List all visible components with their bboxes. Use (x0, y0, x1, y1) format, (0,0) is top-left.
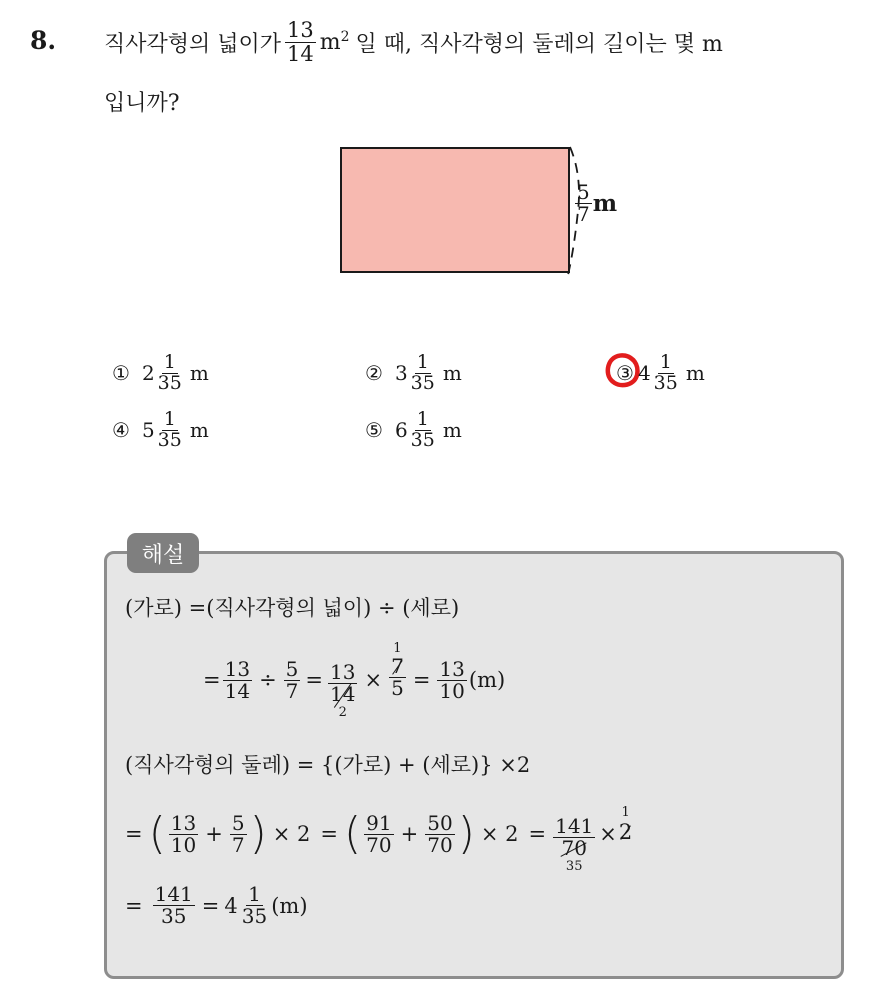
option-3-mark: ③ (616, 361, 634, 386)
option-4-mark: ④ (112, 418, 130, 443)
sol2-c-den-reduced: 2 (338, 705, 347, 720)
sol2-d-num-reduced: 1 (393, 641, 402, 656)
option-3-fraction (652, 353, 680, 394)
sol4-r-den-reduced: 35 (565, 859, 583, 874)
option-2-denominator: 35 (410, 371, 435, 394)
sol2-r-den: 10 (439, 678, 465, 703)
solution-line-4 (125, 794, 632, 874)
option-2[interactable] (365, 353, 462, 394)
sol4-d-num: 50 (427, 810, 453, 835)
sol4-open-paren-2: ( (344, 808, 362, 859)
question-text-line2: 입니까? (104, 91, 180, 116)
sol5-frac-a (153, 884, 195, 927)
sol5-b-num: 1 (248, 882, 261, 906)
option-5-fraction (409, 410, 437, 451)
option-5-unit: m (442, 418, 462, 443)
sol2-equals-3: = (412, 668, 431, 692)
option-3-unit: m (685, 361, 705, 386)
option-5-whole: 6 (394, 418, 408, 443)
area-unit-exponent: 2 (340, 29, 350, 45)
option-4-denominator: 35 (157, 428, 182, 451)
sol4-two-reduced: 1 (621, 804, 630, 820)
sol4-times-two-2: × 2 (480, 822, 519, 846)
question-text-before: 직사각형의 넓이가 (104, 31, 282, 57)
sol4-frac-r-group (551, 816, 597, 874)
option-5[interactable] (365, 410, 462, 451)
option-1-denominator: 35 (157, 371, 182, 394)
sol4-equals-2: = (320, 822, 338, 846)
sol4-plus: + (205, 822, 223, 846)
area-unit: $m^2$ (319, 29, 350, 55)
sol4-two-group (619, 805, 632, 844)
sol5-unit: (m) (271, 893, 308, 918)
sol4-b-num: 5 (231, 810, 245, 835)
sol2-equals: = (203, 668, 221, 692)
solution-line-3: (직사각형의 둘레) = {(가로) + (세로)} ×2 (125, 753, 531, 777)
sol4-times-3: × (599, 822, 617, 846)
option-5-numerator: 1 (416, 408, 429, 430)
question-text-after: 일 때, 직사각형의 둘레의 길이는 몇 m (355, 31, 723, 57)
option-3-denominator: 35 (653, 371, 678, 394)
sol4-r-den-cancelled: 70 (561, 836, 587, 860)
sol2-b-num: 5 (285, 656, 299, 681)
sol2-times: × (364, 668, 383, 692)
sol2-frac-d-group (387, 641, 408, 699)
sol4-open-paren: ( (148, 808, 166, 859)
sol2-frac-c-group (326, 662, 359, 720)
sol4-frac-b (230, 810, 247, 857)
sol4-plus-2: + (400, 822, 419, 846)
sol4-close-paren-2: ) (457, 808, 475, 859)
area-fraction (285, 19, 316, 64)
sol2-frac-result (437, 656, 466, 703)
sol2-c-num: 13 (330, 660, 356, 684)
sol4-frac-c (364, 810, 393, 857)
area-denominator: 14 (287, 41, 314, 66)
option-1-numerator: 1 (163, 351, 176, 373)
option-1-unit: m (189, 361, 209, 386)
sol2-a-den: 14 (224, 678, 251, 703)
sol4-frac-d (425, 810, 454, 857)
solution-line-2 (203, 640, 505, 720)
sol5-equals-2: = (201, 893, 220, 918)
sol5-a-num: 141 (154, 882, 193, 906)
solution-line-1: (가로) =(직사각형의 넓이) ÷ (세로) (125, 596, 460, 620)
sol5-whole: 4 (224, 893, 238, 918)
option-1-fraction (156, 353, 184, 394)
sol2-frac-a (223, 656, 252, 703)
sol4-two-cancelled: 2 (618, 819, 633, 844)
rectangle-figure (340, 147, 570, 273)
option-2-whole: 3 (394, 361, 408, 386)
sol2-a-num: 13 (224, 656, 251, 681)
sol2-unit: (m) (468, 668, 506, 692)
option-4-numerator: 1 (163, 408, 176, 430)
sol4-times-two: × 2 (272, 822, 311, 846)
sol2-c-den-cancelled: 14 (330, 682, 356, 706)
sol2-frac-d (389, 656, 406, 699)
option-3-numerator: 1 (659, 351, 672, 373)
sol4-frac-a (169, 810, 198, 857)
sol5-b-den: 35 (241, 904, 268, 928)
side-length-label (575, 182, 617, 225)
option-2-numerator: 1 (416, 351, 429, 373)
sol4-a-den: 10 (170, 832, 197, 857)
option-4[interactable] (112, 410, 209, 451)
option-3[interactable] (616, 353, 705, 394)
option-2-fraction (409, 353, 437, 394)
sol4-equals: = (125, 822, 143, 846)
sol2-b-den: 7 (285, 678, 299, 703)
sol4-r-num: 141 (555, 814, 594, 838)
sol4-b-den: 7 (231, 832, 245, 857)
option-2-unit: m (442, 361, 462, 386)
option-1-whole: 2 (141, 361, 155, 386)
sol4-frac-result (553, 816, 595, 859)
solution-line-5 (125, 884, 308, 927)
question-number: 8. (30, 26, 57, 55)
sol5-a-den: 35 (160, 904, 187, 928)
sol2-d-den: 5 (391, 676, 404, 700)
sol2-r-num: 13 (439, 656, 465, 681)
sol4-c-num: 91 (366, 810, 392, 835)
side-length-numerator: 5 (577, 180, 590, 204)
sol4-a-num: 13 (170, 810, 197, 835)
sol4-d-den: 70 (427, 832, 453, 857)
option-5-mark: ⑤ (365, 418, 383, 443)
option-3-whole: 4 (637, 361, 651, 386)
sol4-c-den: 70 (366, 832, 392, 857)
option-4-unit: m (189, 418, 209, 443)
sol2-frac-c (328, 662, 357, 705)
option-1[interactable] (112, 353, 209, 394)
option-1-mark: ① (112, 361, 130, 386)
sol2-divide: ÷ (259, 668, 277, 692)
option-4-whole: 5 (141, 418, 155, 443)
sol5-frac-b (240, 884, 269, 927)
sol5-equals: = (125, 893, 143, 918)
sol2-equals-2: = (305, 668, 324, 692)
sol4-close-paren: ) (249, 808, 267, 859)
question-text-line1 (104, 10, 723, 74)
side-length-denominator: 7 (577, 202, 590, 226)
sol2-frac-b (284, 656, 301, 703)
side-length-unit: m (592, 190, 618, 217)
sol2-d-num-cancelled: 7 (391, 654, 404, 678)
option-5-denominator: 35 (410, 428, 435, 451)
sol4-equals-3: = (528, 822, 547, 846)
option-4-fraction (156, 410, 184, 451)
area-numerator: 13 (287, 18, 314, 43)
side-length-fraction (575, 182, 592, 225)
option-2-mark: ② (365, 361, 383, 386)
solution-tag: 해설 (127, 533, 199, 573)
